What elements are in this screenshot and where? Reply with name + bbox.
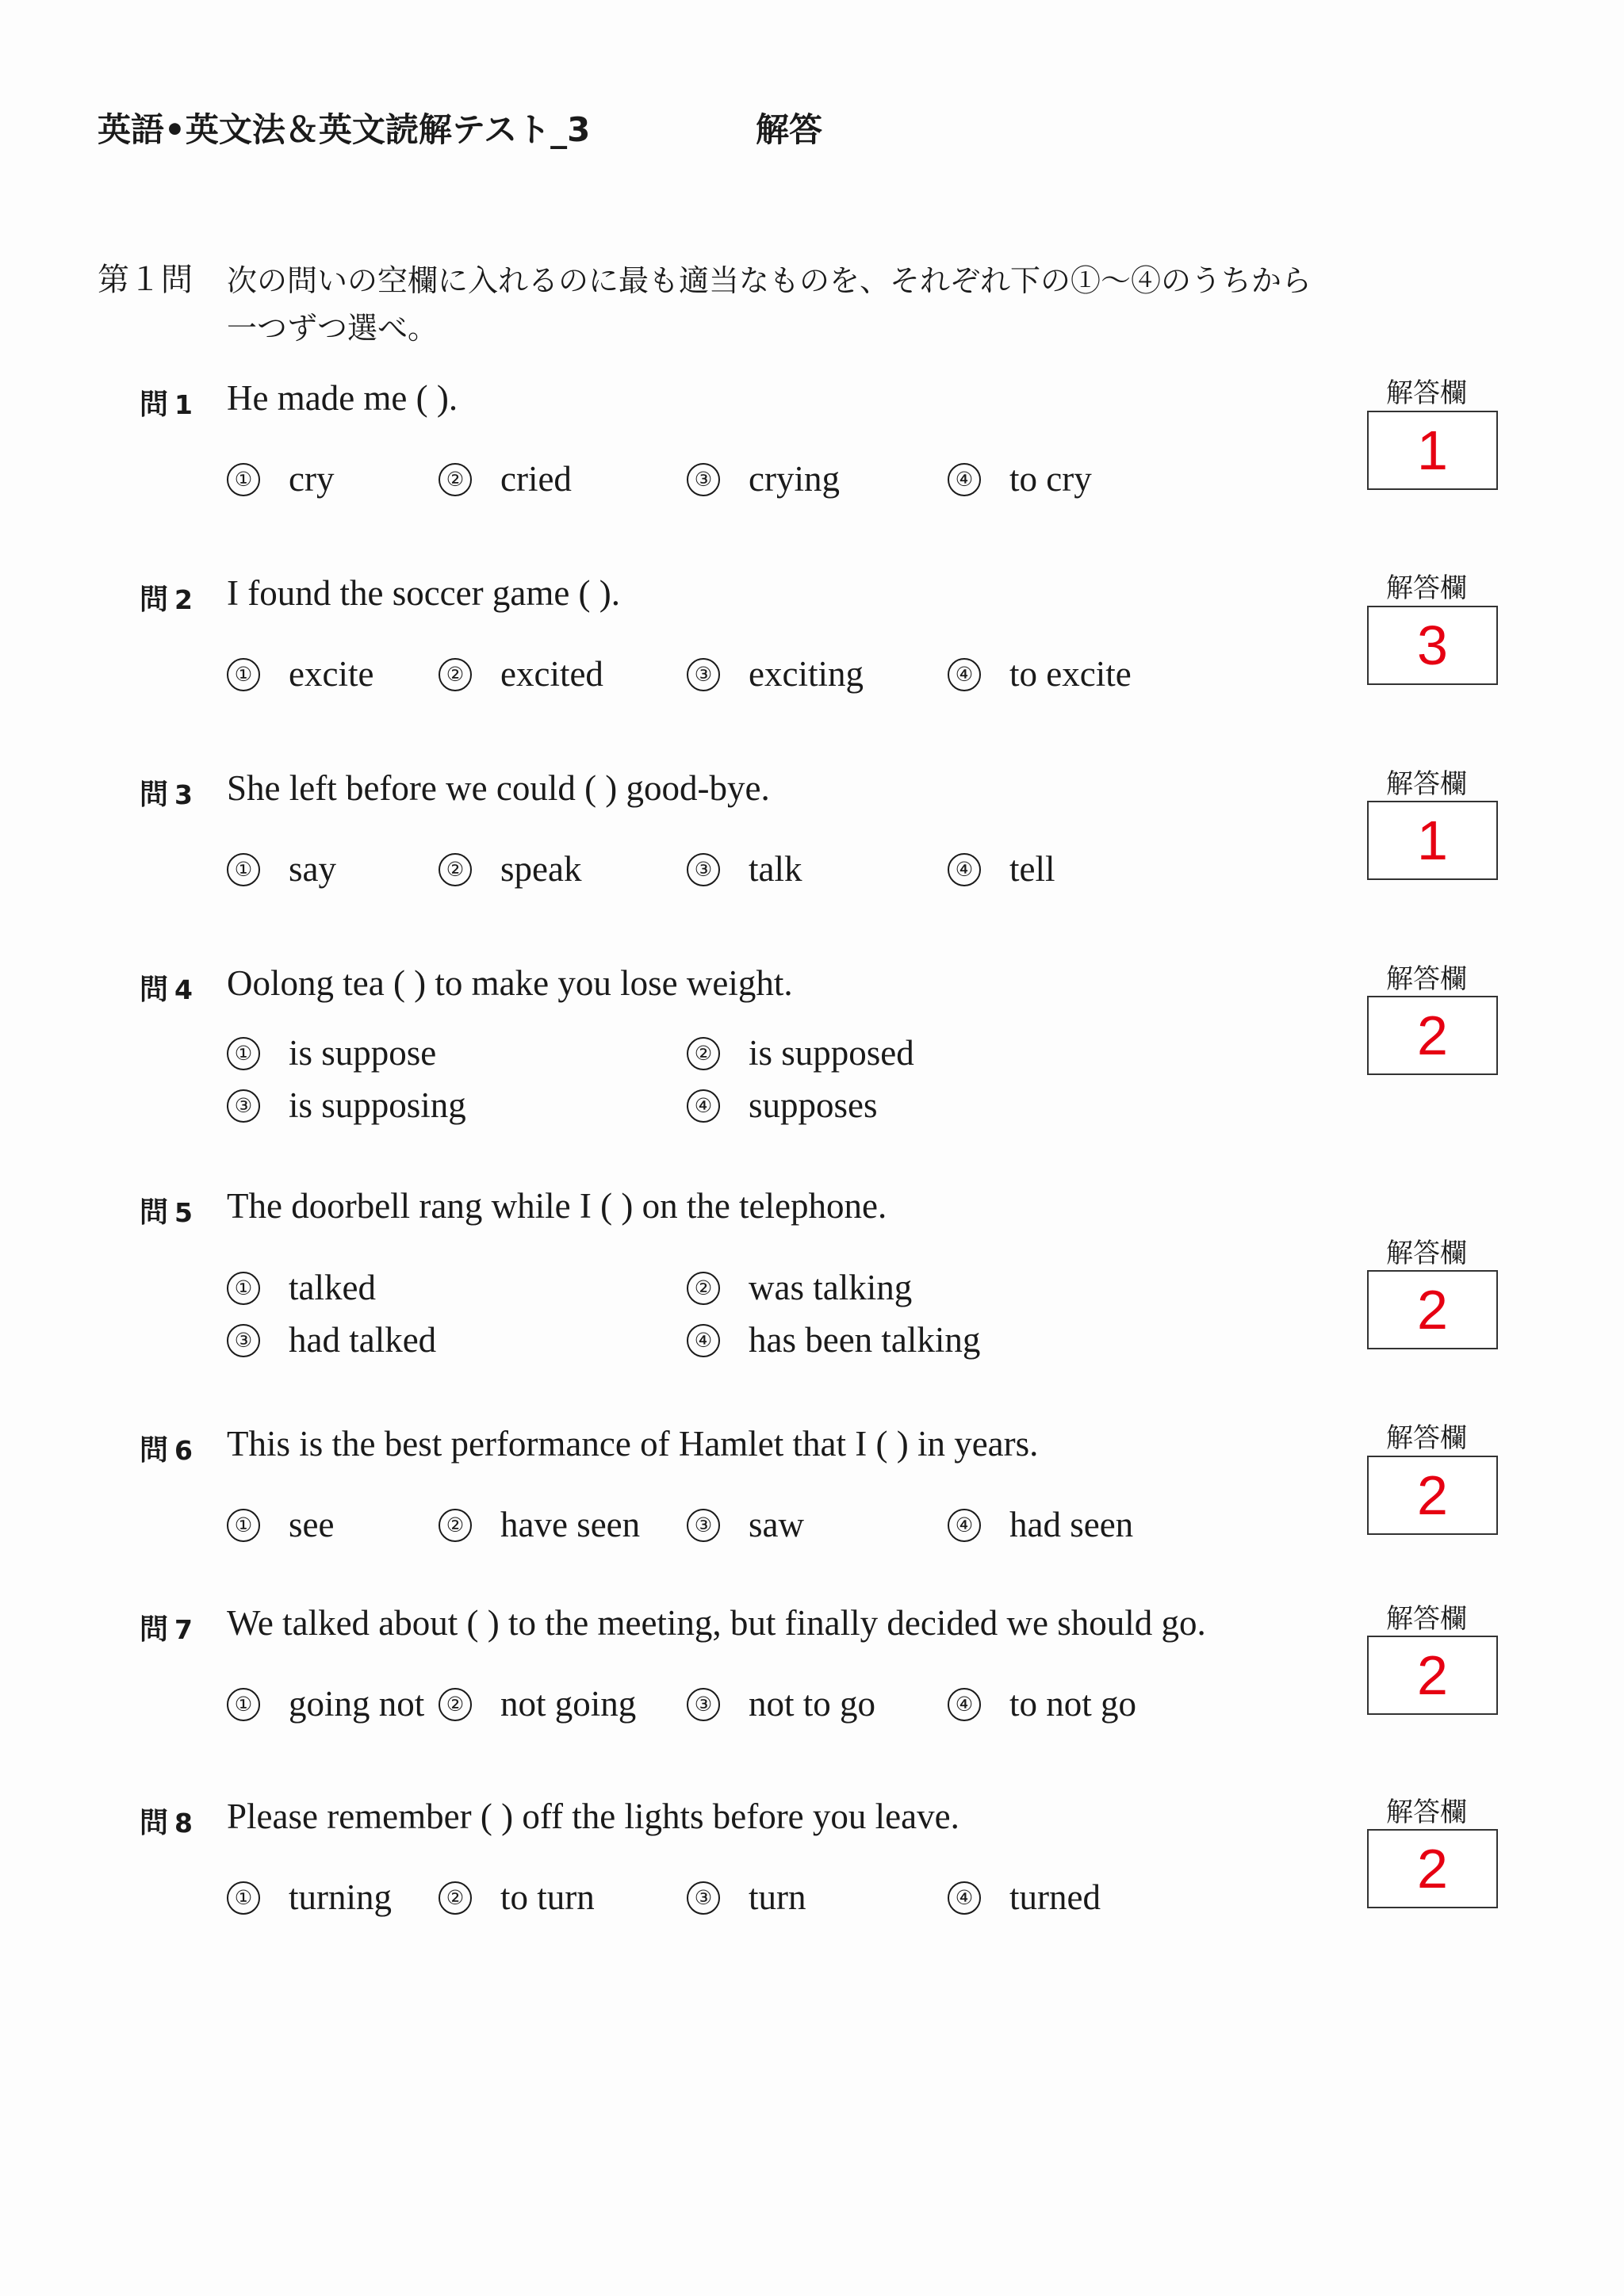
answer-choice	[948, 1877, 1101, 1918]
choice-number-mark: ③	[687, 1881, 720, 1915]
choice-number-mark: ④	[948, 463, 981, 496]
choice-text: saw	[749, 1505, 804, 1544]
answer-box-label: 解答欄	[1386, 1797, 1467, 1828]
choice-number-mark: ②	[439, 658, 472, 691]
question-label-kanji: 問	[140, 974, 169, 1006]
choice-number-mark: ①	[227, 1881, 260, 1915]
choice-number-mark: ①	[227, 1509, 260, 1542]
choice-text: have seen	[500, 1505, 641, 1544]
choice-text: talked	[289, 1268, 376, 1307]
choice-number-mark: ②	[439, 853, 472, 886]
answer-choice	[439, 1504, 640, 1545]
question-label-kanji: 問	[140, 388, 169, 421]
choice-text: going not	[289, 1684, 425, 1724]
answer-box: 2	[1367, 1829, 1498, 1908]
choice-text: see	[289, 1505, 335, 1544]
choice-number-mark: ④	[687, 1324, 720, 1357]
question-label-kanji: 問	[140, 779, 169, 811]
choice-number-mark: ④	[948, 1881, 981, 1915]
choice-text: excite	[289, 654, 374, 694]
question-text: She left before we could ( ) good-bye.	[227, 768, 770, 808]
answer-box-label: 解答欄	[1386, 768, 1467, 800]
choice-text: cried	[500, 459, 572, 499]
choice-text: to excite	[1009, 654, 1132, 694]
answer-choice	[687, 1504, 804, 1545]
question-label	[140, 772, 193, 813]
choice-text: turning	[289, 1877, 392, 1917]
answer-choice	[227, 1683, 424, 1724]
choice-number-mark: ①	[227, 463, 260, 496]
question-label	[140, 1800, 193, 1841]
choice-number-mark: ②	[439, 1881, 472, 1915]
question-label	[140, 1428, 193, 1468]
answer-box: 2	[1367, 1270, 1498, 1349]
choice-number-mark: ①	[227, 1688, 260, 1721]
answer-box-label: 解答欄	[1386, 1238, 1467, 1269]
choice-text: is supposed	[749, 1033, 914, 1073]
answer-choice	[227, 1085, 466, 1126]
answer-choice	[687, 1267, 912, 1308]
answer-box: 2	[1367, 1456, 1498, 1535]
question-text: We talked about ( ) to the meeting, but finally decided we should go.	[227, 1603, 1206, 1643]
section-label: 第１問	[98, 262, 193, 298]
choice-number-mark: ③	[687, 658, 720, 691]
answer-choice	[227, 458, 334, 499]
answer-choice	[439, 458, 572, 499]
question-label-kanji: 問	[140, 1196, 169, 1229]
answer-choice	[227, 1504, 334, 1545]
answer-box: 1	[1367, 801, 1498, 880]
answer-choice	[227, 848, 336, 890]
question-number: 3	[174, 779, 193, 810]
question-number: 7	[174, 1614, 193, 1645]
answer-box: 2	[1367, 1636, 1498, 1715]
choice-text: not going	[500, 1684, 637, 1724]
choice-number-mark: ②	[687, 1272, 720, 1305]
choice-number-mark: ①	[227, 658, 260, 691]
answer-choice	[687, 1319, 980, 1360]
answer-box-label: 解答欄	[1386, 1603, 1467, 1635]
question-label	[140, 382, 193, 423]
answer-choice	[687, 848, 802, 890]
choice-number-mark: ①	[227, 1037, 260, 1070]
choice-text: had talked	[289, 1320, 437, 1360]
choice-number-mark: ①	[227, 853, 260, 886]
answer-box: 3	[1367, 606, 1498, 685]
choice-text: to not go	[1009, 1684, 1137, 1724]
question-number: 4	[174, 974, 193, 1005]
choice-text: has been talking	[749, 1320, 981, 1360]
answer-choice	[227, 1032, 436, 1073]
answer-choice	[439, 653, 603, 695]
answer-box-label: 解答欄	[1386, 377, 1467, 409]
question-label-kanji: 問	[140, 1434, 169, 1467]
choice-number-mark: ②	[439, 1509, 472, 1542]
choice-text: say	[289, 849, 336, 889]
choice-number-mark: ③	[687, 853, 720, 886]
choice-text: talk	[749, 849, 802, 889]
section-instruction-line2: 一つずつ選べ。	[227, 311, 439, 346]
choice-text: to cry	[1009, 459, 1092, 499]
choice-text: excited	[500, 654, 603, 694]
choice-text: was talking	[749, 1268, 913, 1307]
answer-choice	[439, 1683, 636, 1724]
answer-box: 2	[1367, 996, 1498, 1075]
answer-box-label: 解答欄	[1386, 572, 1467, 604]
answer-choice	[687, 1085, 878, 1126]
answer-heading: 解答	[756, 110, 823, 149]
choice-text: had seen	[1009, 1505, 1134, 1544]
choice-number-mark: ②	[687, 1037, 720, 1070]
answer-box-label: 解答欄	[1386, 963, 1467, 995]
question-label-kanji: 問	[140, 1807, 169, 1839]
question-number: 8	[174, 1808, 193, 1839]
answer-choice	[227, 653, 373, 695]
question-text: He made me ( ).	[227, 378, 458, 418]
choice-number-mark: ④	[948, 1688, 981, 1721]
choice-number-mark: ③	[227, 1324, 260, 1357]
answer-box: 1	[1367, 411, 1498, 490]
choice-number-mark: ①	[227, 1272, 260, 1305]
choice-text: supposes	[749, 1085, 878, 1125]
question-text: Please remember ( ) off the lights before you leave.	[227, 1797, 959, 1836]
answer-choice	[948, 1683, 1136, 1724]
choice-number-mark: ④	[687, 1089, 720, 1123]
answer-choice	[687, 458, 840, 499]
choice-text: to turn	[500, 1877, 595, 1917]
question-label	[140, 1607, 193, 1647]
answer-choice	[948, 458, 1092, 499]
answer-choice	[687, 1877, 806, 1918]
answer-choice	[439, 848, 581, 890]
choice-text: turn	[749, 1877, 806, 1917]
question-label	[140, 1190, 193, 1230]
choice-number-mark: ④	[948, 1509, 981, 1542]
choice-text: cry	[289, 459, 335, 499]
choice-number-mark: ④	[948, 658, 981, 691]
question-number: 2	[174, 584, 193, 615]
answer-choice	[439, 1877, 595, 1918]
choice-text: turned	[1009, 1877, 1101, 1917]
answer-choice	[227, 1267, 376, 1308]
question-number: 1	[174, 389, 193, 420]
answer-choice	[687, 1032, 914, 1073]
question-text: The doorbell rang while I ( ) on the telephone.	[227, 1186, 887, 1226]
question-number: 5	[174, 1197, 193, 1228]
answer-box-label: 解答欄	[1386, 1422, 1467, 1454]
choice-number-mark: ③	[687, 1688, 720, 1721]
question-label-kanji: 問	[140, 584, 169, 616]
answer-choice	[948, 1504, 1133, 1545]
answer-choice	[948, 653, 1132, 695]
answer-choice	[227, 1319, 436, 1360]
choice-text: tell	[1009, 849, 1055, 889]
question-text: This is the best performance of Hamlet that I ( ) in years.	[227, 1424, 1039, 1464]
question-label	[140, 967, 193, 1008]
choice-text: exciting	[749, 654, 864, 694]
question-number: 6	[174, 1435, 193, 1466]
choice-number-mark: ③	[687, 1509, 720, 1542]
question-text: I found the soccer game ( ).	[227, 573, 621, 613]
choice-number-mark: ③	[227, 1089, 260, 1123]
answer-choice	[948, 848, 1055, 890]
page-title: 英語•英文法＆英文読解テスト_3	[98, 110, 591, 149]
choice-number-mark: ②	[439, 463, 472, 496]
question-text: Oolong tea ( ) to make you lose weight.	[227, 963, 793, 1003]
choice-number-mark: ④	[948, 853, 981, 886]
answer-choice	[687, 653, 864, 695]
section-instruction-line1: 次の問いの空欄に入れるのに最も適当なものを、それぞれ下の①〜④のうちから	[227, 263, 1312, 298]
choice-text: crying	[749, 459, 840, 499]
choice-number-mark: ②	[439, 1688, 472, 1721]
choice-text: is suppose	[289, 1033, 437, 1073]
question-label	[140, 577, 193, 618]
answer-choice	[687, 1683, 875, 1724]
answer-choice	[227, 1877, 392, 1918]
choice-text: is supposing	[289, 1085, 466, 1125]
choice-text: not to go	[749, 1684, 876, 1724]
choice-number-mark: ③	[687, 463, 720, 496]
question-label-kanji: 問	[140, 1613, 169, 1646]
choice-text: speak	[500, 849, 582, 889]
